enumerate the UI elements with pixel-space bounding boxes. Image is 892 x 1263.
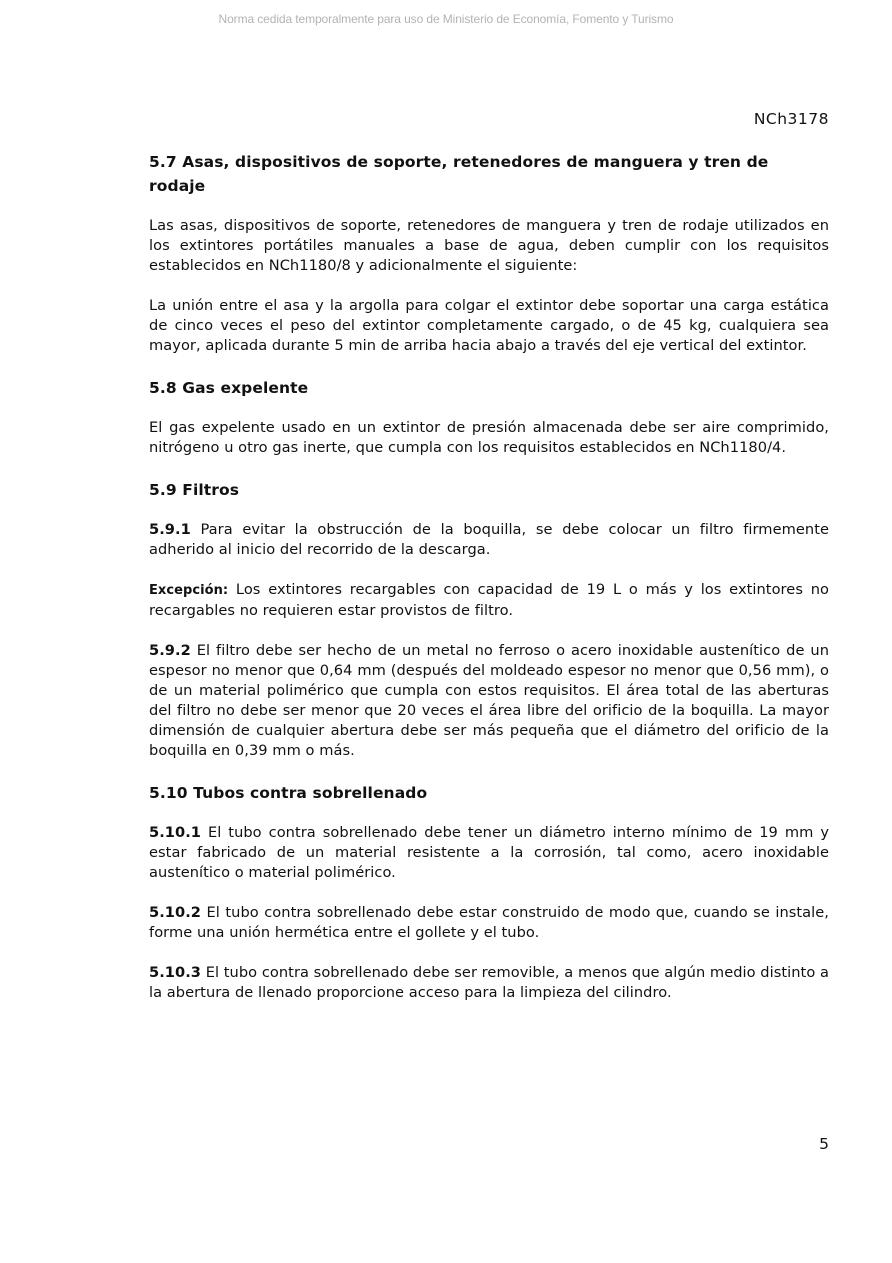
clause-label: 5.9.2 (149, 642, 191, 659)
paragraph: La unión entre el asa y la argolla para colgar el extintor debe soportar una carga estática de cinco veces el peso del extintor completamente cargado, o de 45 kg, cualquiera sea mayor, aplicada durante 5 min de arriba hacia abajo a través del eje vertical del extintor. (149, 297, 829, 354)
clause-label: 5.10.1 (149, 824, 202, 841)
section-heading-5-9: 5.9 Filtros (149, 481, 240, 499)
paragraph: Las asas, dispositivos de soporte, retenedores de manguera y tren de rodaje utilizados en los extintores portátiles manuales a base de agua, deben cumplir con los requisitos establecidos en NCh1180/8 y adicionalmente el siguiente: (149, 217, 829, 274)
clause-label: 5.9.1 (149, 521, 191, 538)
exception-note (149, 580, 829, 621)
clause-text: El tubo contra sobrellenado debe estar construido de modo que, cuando se instale, forme una unión hermética entre el gollete y el tubo. (149, 904, 829, 941)
clause-text: Para evitar la obstrucción de la boquilla, se debe colocar un filtro firmemente adherido al inicio del recorrido de la descarga. (149, 521, 829, 558)
clause-5-9-1 (149, 520, 829, 560)
clause-5-10-3 (149, 963, 829, 1003)
exception-label: Excepción: (149, 583, 229, 598)
watermark: Norma cedida temporalmente para uso de Ministerio de Economía, Fomento y Turismo (218, 12, 674, 26)
clause-text: El filtro debe ser hecho de un metal no ferroso o acero inoxidable austenítico de un espesor no menor que 0,64 mm (después del moldeado espesor no menor que 0,56 mm), o de un material polimérico que cumpla con estos requisitos. El área total de las aberturas del filtro no debe ser menor que 20 veces el área libre del orificio de la boquilla. La mayor dimensión de cualquier abertura debe ser más pequeña que el diámetro del orificio de la boquilla en 0,39 mm o más. (149, 642, 829, 759)
clause-text: El tubo contra sobrellenado debe tener un diámetro interno mínimo de 19 mm y estar fabricado de un material resistente a la corrosión, tal como, acero inoxidable austenítico o material polimérico. (149, 824, 829, 881)
document-code: NCh3178 (753, 110, 829, 128)
section-heading-5-7: 5.7 Asas, dispositivos de soporte, retenedores de manguera y tren de rodaje (149, 153, 769, 195)
clause-5-10-2 (149, 903, 829, 943)
page-number: 5 (819, 1135, 829, 1153)
clause-5-9-2 (149, 641, 829, 761)
exception-text: Los extintores recargables con capacidad de 19 L o más y los extintores no recargables no requieren estar provistos de filtro. (149, 581, 829, 619)
clause-label: 5.10.3 (149, 964, 202, 981)
clause-text: El tubo contra sobrellenado debe ser removible, a menos que algún medio distinto a la abertura de llenado proporcione acceso para la limpieza del cilindro. (149, 964, 829, 1001)
clause-5-10-1 (149, 823, 829, 883)
section-heading-5-8: 5.8 Gas expelente (149, 379, 309, 397)
section-heading-5-10: 5.10 Tubos contra sobrellenado (149, 784, 428, 802)
paragraph: El gas expelente usado en un extintor de presión almacenada debe ser aire comprimido, nitrógeno u otro gas inerte, que cumpla con los requisitos establecidos en NCh1180/4. (149, 419, 829, 456)
clause-label: 5.10.2 (149, 904, 202, 921)
page-content (149, 150, 829, 1023)
